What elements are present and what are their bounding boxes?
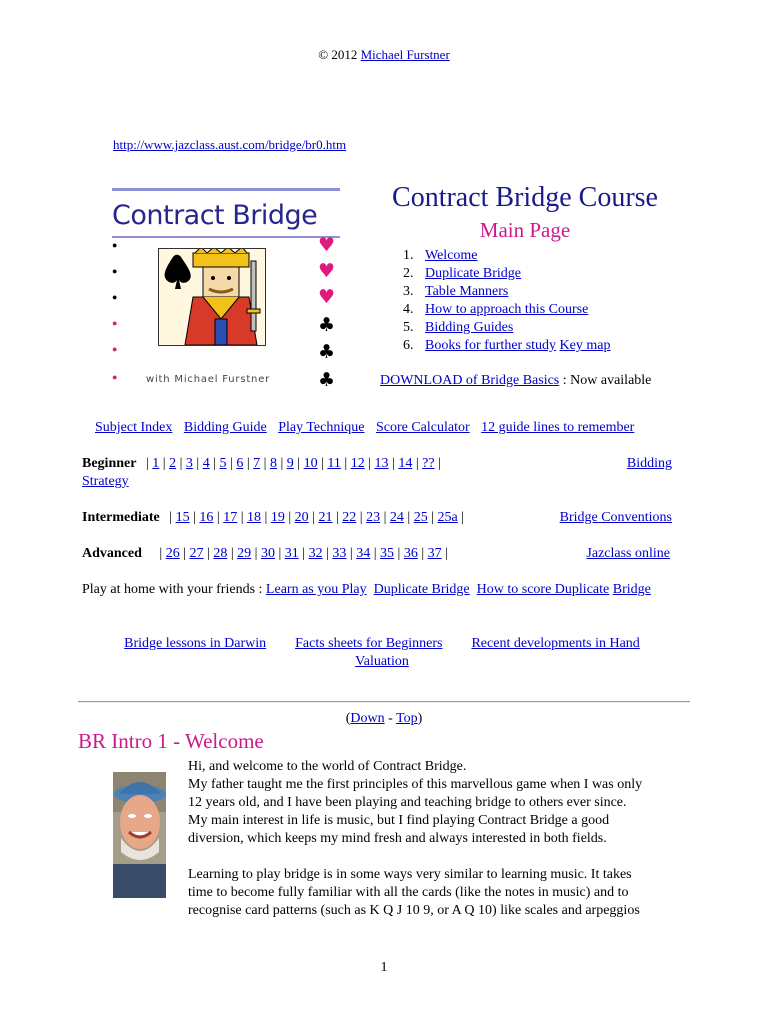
text-line: time to become fully familiar with all the cards (like the notes in music) and to	[188, 885, 629, 900]
text-line: My father taught me the first principles of this marvellous game when I was only	[188, 777, 643, 792]
lesson-link[interactable]: 18	[247, 510, 262, 525]
lesson-link[interactable]: 31	[284, 546, 299, 561]
score-calculator-link[interactable]: Score Calculator	[375, 420, 470, 435]
heart-suit-icon: ♥	[318, 286, 336, 308]
lesson-link[interactable]: 25a	[437, 510, 458, 525]
intermediate-lessons-row	[82, 509, 672, 527]
lesson-link[interactable]: 12	[350, 456, 365, 471]
beginner-label: Beginner	[82, 456, 137, 471]
club-suit-icon: ♣	[318, 314, 336, 336]
heart-suit-icon: ♥	[318, 260, 336, 282]
page-title: Contract Bridge Course	[392, 182, 658, 213]
guide-lines-link[interactable]: 12 guide lines to remember	[481, 420, 635, 435]
toc-link-table-manners[interactable]: Table Manners	[425, 284, 509, 299]
misc-links	[82, 635, 682, 671]
text-line: recognise card patterns (such as K Q J 10 9, or A Q 10) like scales and arpeggios	[188, 903, 640, 918]
copyright-line	[0, 47, 768, 63]
club-suit-icon: ♣	[318, 369, 336, 391]
lesson-link[interactable]: 24	[389, 510, 404, 525]
advanced-lesson-links: | 26 | 27 | 28 | 29 | 30 | 31 | 32 | 33 | 34 | 35 | 36 | 37 |	[159, 546, 448, 561]
toc-link-approach-course[interactable]: How to approach this Course	[425, 302, 589, 317]
beginner-lessons-row	[82, 455, 672, 491]
toc-item	[403, 301, 610, 319]
recent-developments-link[interactable]: Recent developments in Hand	[471, 636, 640, 651]
toc-item	[403, 247, 610, 265]
king-of-spades-card	[158, 248, 266, 346]
paren-close: )	[417, 711, 423, 726]
lesson-link[interactable]: 33	[332, 546, 347, 561]
lesson-link[interactable]: 23	[366, 510, 381, 525]
text-line: Hi, and welcome to the world of Contract Bridge.	[188, 759, 467, 774]
score-duplicate-link[interactable]: How to score Duplicate	[476, 582, 610, 597]
lesson-link[interactable]: 6	[236, 456, 244, 471]
lesson-link[interactable]: 25	[413, 510, 428, 525]
lesson-link[interactable]: 30	[260, 546, 275, 561]
intermediate-label: Intermediate	[82, 510, 160, 525]
intro-paragraph-2	[188, 866, 688, 920]
intro-paragraph-1	[188, 758, 688, 848]
subject-index-link[interactable]: Subject Index	[95, 420, 173, 435]
bidding-link[interactable]: Bidding	[626, 456, 672, 471]
lesson-link[interactable]: 21	[318, 510, 333, 525]
lesson-link[interactable]: 35	[380, 546, 395, 561]
bullet-icon: ●	[112, 318, 118, 328]
bullet-icon: ●	[112, 292, 118, 302]
toc-number: 4.	[403, 302, 414, 317]
text-line: My main interest in life is music, but I find playing Contract Bridge a good	[188, 813, 610, 828]
play-at-home-line	[82, 581, 672, 599]
toc-number: 5.	[403, 320, 414, 335]
beginner-lesson-links: | 1 | 2 | 3 | 4 | 5 | 6 | 7 | 8 | 9 | 10 | 11 | 12 | 13 | 14 | ?? |	[145, 456, 441, 471]
lesson-link[interactable]: 11	[327, 456, 341, 471]
toc-item	[403, 265, 610, 283]
bullet-icon: ●	[112, 240, 118, 250]
page-url-link[interactable]: http://www.jazclass.aust.com/bridge/br0.htm	[113, 137, 347, 152]
lesson-link[interactable]: 17	[223, 510, 238, 525]
toc-item	[403, 337, 610, 355]
lesson-link[interactable]: ??	[422, 456, 435, 471]
lesson-link[interactable]: 28	[213, 546, 228, 561]
play-at-home-text: Play at home with your friends :	[82, 582, 263, 597]
toc-link-bidding-guides[interactable]: Bidding Guides	[425, 320, 514, 335]
banner-mid-bar	[112, 236, 340, 238]
banner-byline: with Michael Furstner	[146, 374, 271, 385]
top-link[interactable]: Top	[396, 711, 418, 726]
text-line: Learning to play bridge is in some ways very similar to learning music. It takes	[188, 867, 632, 882]
lesson-link[interactable]: 15	[175, 510, 190, 525]
toc-link-duplicate-bridge[interactable]: Duplicate Bridge	[425, 266, 522, 281]
facts-sheets-link[interactable]: Facts sheets for Beginners	[295, 636, 443, 651]
banner-top-bar	[112, 188, 340, 191]
toc-number: 1.	[403, 248, 414, 263]
learn-as-you-play-link[interactable]: Learn as you Play	[265, 582, 367, 597]
darwin-lessons-link[interactable]: Bridge lessons in Darwin	[124, 636, 267, 651]
download-line	[380, 373, 651, 389]
duplicate-bridge-link[interactable]: Duplicate Bridge	[373, 582, 470, 597]
nav-separator: -	[384, 711, 397, 726]
strategy-link[interactable]: Strategy	[82, 474, 129, 489]
lesson-link[interactable]: 22	[342, 510, 357, 525]
key-map-link[interactable]: Key map	[559, 338, 611, 353]
banner-title: Contract Bridge	[112, 200, 318, 231]
club-suit-icon: ♣	[318, 341, 336, 363]
king-card-illustration	[159, 249, 265, 345]
play-technique-link[interactable]: Play Technique	[278, 420, 365, 435]
author-portrait-illustration	[113, 772, 166, 898]
lesson-link[interactable]: 26	[165, 546, 180, 561]
toc-item	[403, 283, 610, 301]
table-of-contents	[403, 247, 610, 355]
recent-developments-link-wrap[interactable]: Valuation	[355, 654, 409, 669]
bidding-guide-link[interactable]: Bidding Guide	[183, 420, 267, 435]
lesson-link[interactable]: 9	[286, 456, 294, 471]
bridge-conventions-link[interactable]: Bridge Conventions	[559, 510, 672, 525]
lesson-link[interactable]: 8	[269, 456, 277, 471]
heart-suit-icon: ♥	[318, 234, 336, 256]
intro-heading: BR Intro 1 - Welcome	[78, 729, 264, 753]
lesson-link[interactable]: 36	[403, 546, 418, 561]
toc-number: 3.	[403, 284, 414, 299]
lesson-link[interactable]: 7	[253, 456, 261, 471]
lesson-link[interactable]: 1	[152, 456, 160, 471]
lesson-link[interactable]: 16	[199, 510, 214, 525]
page-subtitle: Main Page	[479, 218, 571, 242]
toc-item	[403, 319, 610, 337]
lesson-link[interactable]: 13	[374, 456, 389, 471]
lesson-link[interactable]: 37	[427, 546, 442, 561]
toc-number: 2.	[403, 266, 414, 281]
down-top-nav	[0, 711, 768, 727]
contract-bridge-banner	[112, 188, 340, 396]
lesson-link[interactable]: 14	[398, 456, 413, 471]
toc-number: 6.	[403, 338, 414, 353]
score-duplicate-link-wrap[interactable]: Bridge	[612, 582, 651, 597]
intro-body	[188, 758, 688, 938]
advanced-lessons-row	[82, 545, 672, 563]
lesson-link[interactable]: 3	[185, 456, 193, 471]
paren-open: (	[345, 711, 351, 726]
lesson-link[interactable]: 19	[270, 510, 285, 525]
page-number: 1	[380, 960, 388, 975]
subject-navigation	[95, 420, 642, 436]
download-bridge-basics-link[interactable]: DOWNLOAD of Bridge Basics	[380, 373, 560, 388]
lesson-link[interactable]: 4	[202, 456, 210, 471]
toc-link-welcome[interactable]: Welcome	[425, 248, 478, 263]
advanced-label: Advanced	[82, 546, 142, 561]
lesson-link[interactable]: 20	[294, 510, 309, 525]
lesson-link[interactable]: 10	[303, 456, 318, 471]
bullet-icon: ●	[112, 372, 118, 382]
bullet-icon: ●	[112, 266, 118, 276]
toc-link-books[interactable]: Books for further study	[425, 338, 557, 353]
lesson-link[interactable]: 27	[189, 546, 204, 561]
author-photo	[113, 772, 166, 898]
lesson-link[interactable]: 5	[219, 456, 227, 471]
lesson-link[interactable]: 32	[308, 546, 323, 561]
down-link[interactable]: Down	[350, 711, 385, 726]
text-line: diversion, which keeps my mind fresh and always interested in both fields.	[188, 831, 607, 846]
bullet-icon: ●	[112, 344, 118, 354]
lesson-link[interactable]: 2	[169, 456, 177, 471]
intermediate-lesson-links: | 15 | 16 | 17 | 18 | 19 | 20 | 21 | 22 | 23 | 24 | 25 | 25a |	[169, 510, 465, 525]
author-link[interactable]: Michael Furstner	[360, 47, 450, 62]
copyright-text: © 2012	[318, 47, 358, 62]
download-availability: : Now available	[562, 373, 652, 388]
lesson-link[interactable]: 34	[356, 546, 371, 561]
text-line: 12 years old, and I have been playing and teaching bridge to others ever since.	[188, 795, 627, 810]
jazclass-online-link[interactable]: Jazclass online	[586, 546, 670, 561]
section-divider	[78, 701, 690, 703]
lesson-link[interactable]: 29	[237, 546, 252, 561]
